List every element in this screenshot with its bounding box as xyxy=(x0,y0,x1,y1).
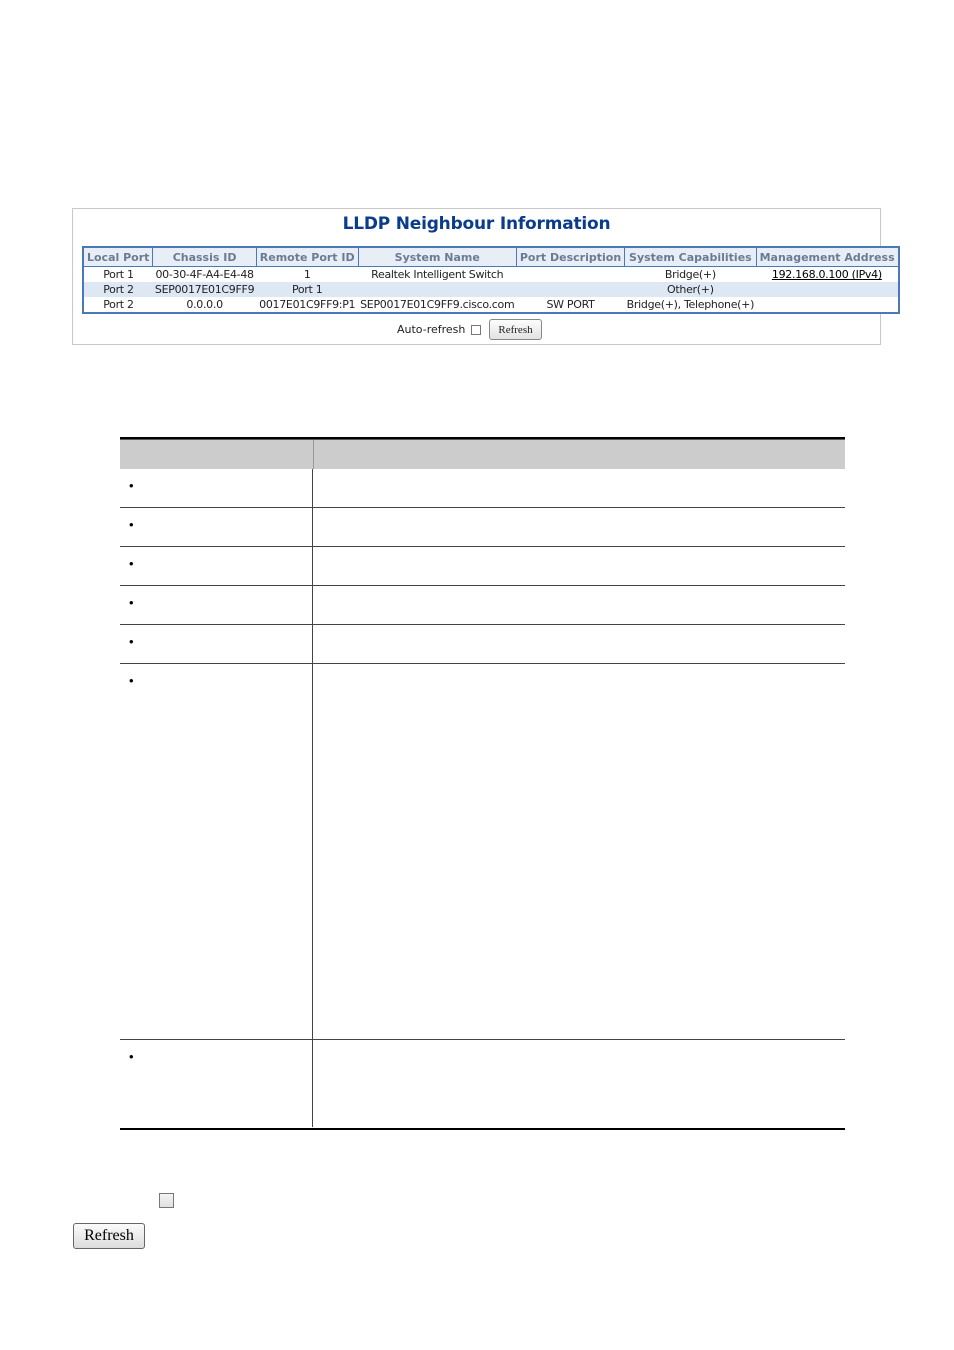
cell-system-name xyxy=(358,282,516,297)
col-system-name: System Name xyxy=(358,247,516,267)
auto-refresh-checkbox-large[interactable] xyxy=(159,1193,174,1208)
cell-port-description: SW PORT xyxy=(516,297,624,313)
description-cell xyxy=(313,508,845,546)
description-cell xyxy=(313,469,845,507)
table-bottom-rule xyxy=(120,1128,845,1130)
auto-refresh-label: Auto-refresh xyxy=(397,323,466,336)
object-cell xyxy=(120,586,313,624)
cell-local-port: Port 2 xyxy=(83,282,153,297)
table-row xyxy=(83,297,899,313)
cell-system-capabilities: Bridge(+) xyxy=(625,267,756,283)
object-cell xyxy=(120,469,313,507)
auto-refresh-control xyxy=(397,319,542,340)
description-table-header xyxy=(120,439,845,469)
col-management-address: Management Address xyxy=(756,247,899,267)
table-row xyxy=(83,267,899,283)
bullet-icon: • xyxy=(129,1049,134,1064)
col-port-description: Port Description xyxy=(516,247,624,267)
cell-system-name: Realtek Intelligent Switch xyxy=(358,267,516,283)
description-cell xyxy=(313,547,845,585)
cell-system-capabilities: Other(+) xyxy=(625,282,756,297)
description-cell xyxy=(313,664,845,1039)
cell-local-port: Port 1 xyxy=(83,267,153,283)
cell-system-name: SEP0017E01C9FF9.cisco.com xyxy=(360,298,515,311)
bullet-icon: • xyxy=(129,478,134,493)
object-cell xyxy=(120,547,313,585)
bullet-icon: • xyxy=(129,556,134,571)
bullet-icon: • xyxy=(129,634,134,649)
bullet-icon: • xyxy=(129,673,134,688)
description-row xyxy=(120,586,845,625)
cell-management-address xyxy=(756,297,899,313)
refresh-button[interactable]: Refresh xyxy=(489,319,541,340)
col-local-port: Local Port xyxy=(83,247,153,267)
lldp-neighbour-table xyxy=(82,246,900,314)
description-row xyxy=(120,664,845,1040)
description-row xyxy=(120,1040,845,1127)
cell-chassis-id: 0.0.0.0 xyxy=(153,297,256,313)
table-row xyxy=(83,282,899,297)
cell-chassis-id: 00-30-4F-A4-E4-48 xyxy=(153,267,256,283)
cell-management-address xyxy=(756,282,899,297)
panel-title: LLDP Neighbour Information xyxy=(342,214,611,234)
col-remote-port-id: Remote Port ID xyxy=(256,247,358,267)
header-object-cell xyxy=(120,440,314,469)
description-row xyxy=(120,469,845,508)
description-row xyxy=(120,508,845,547)
object-cell xyxy=(120,508,313,546)
description-table xyxy=(120,437,845,1130)
cell-port-description xyxy=(516,282,624,297)
auto-refresh-checkbox[interactable] xyxy=(471,325,481,335)
cell-local-port: Port 2 xyxy=(83,297,153,313)
lldp-screenshot-panel xyxy=(72,208,895,345)
cell-remote-port-id: Port 1 xyxy=(256,282,358,297)
bullet-icon: • xyxy=(129,595,134,610)
object-cell xyxy=(120,625,313,663)
refresh-button-large[interactable]: Refresh xyxy=(73,1223,145,1249)
col-system-capabilities: System Capabilities xyxy=(625,247,756,267)
management-address-link[interactable]: 192.168.0.100 (IPv4) xyxy=(771,268,882,281)
description-cell xyxy=(313,586,845,624)
col-chassis-id: Chassis ID xyxy=(153,247,256,267)
table-header-row xyxy=(83,247,899,267)
cell-remote-port-id: 0017E01C9FF9:P1 xyxy=(256,297,358,313)
cell-port-description xyxy=(516,267,624,283)
bullet-icon: • xyxy=(129,517,134,532)
cell-chassis-id: SEP0017E01C9FF9 xyxy=(154,283,255,296)
object-cell xyxy=(120,664,313,1039)
description-row xyxy=(120,547,845,586)
object-cell xyxy=(120,1040,313,1127)
cell-system-capabilities: Bridge(+), Telephone(+) xyxy=(626,298,755,311)
description-cell xyxy=(313,1040,845,1127)
description-cell xyxy=(313,625,845,663)
cell-management-address xyxy=(756,267,899,283)
cell-remote-port-id: 1 xyxy=(256,267,358,283)
description-row xyxy=(120,625,845,664)
